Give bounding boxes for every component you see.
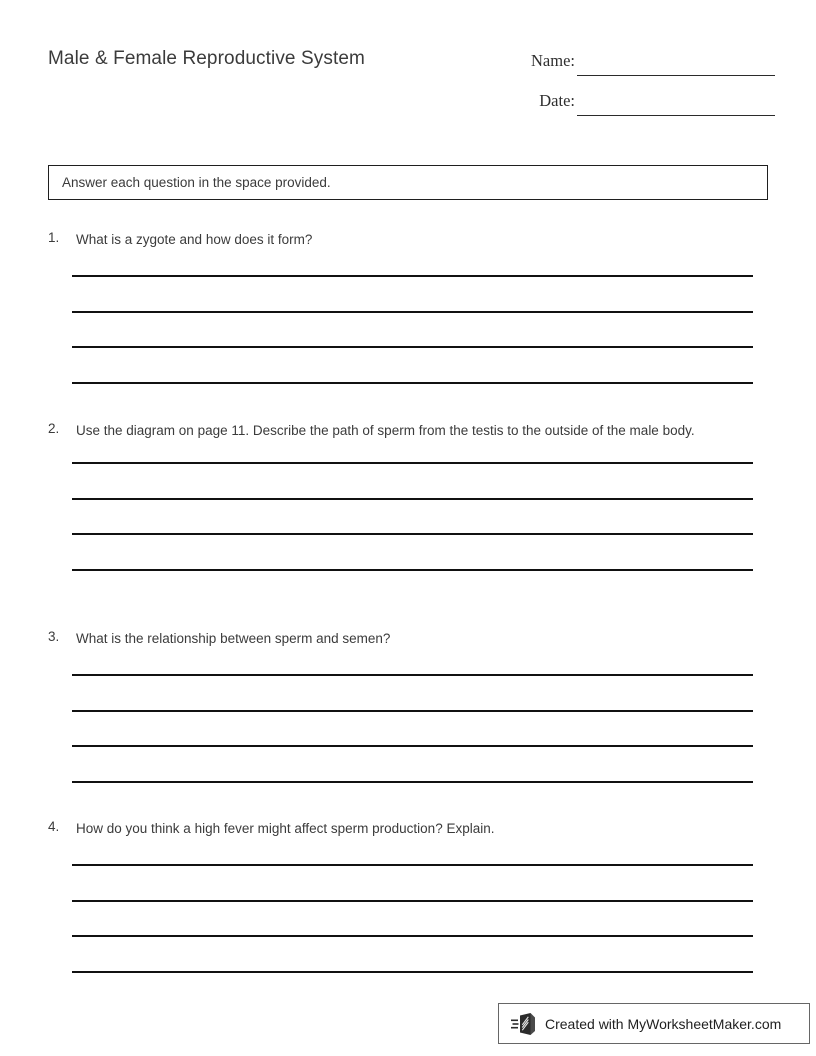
name-date-block [505, 47, 775, 127]
question-2-number: 2. [48, 421, 60, 436]
directions-text: Answer each question in the space provided. [62, 175, 331, 190]
question-1-answer-area[interactable] [72, 275, 768, 384]
question-3-text: What is the relationship between sperm and semen? [76, 631, 391, 646]
directions-box [48, 165, 768, 200]
answer-line[interactable] [72, 781, 753, 783]
question-4-text: How do you think a high fever might affect sperm production? Explain. [76, 821, 495, 836]
name-input-line[interactable] [577, 75, 775, 76]
answer-line[interactable] [72, 382, 753, 384]
answer-line-gap [72, 676, 768, 710]
answer-line-gap [72, 866, 768, 900]
question-2-header [48, 421, 768, 441]
question-1-text: What is a zygote and how does it form? [76, 232, 313, 247]
question-4 [48, 819, 768, 973]
answer-line-gap [72, 937, 768, 971]
question-2-text: Use the diagram on page 11. Describe the path of sperm from the testis to the outside of the male body. [76, 423, 695, 438]
answer-line-gap [72, 277, 768, 311]
answer-line-gap [72, 747, 768, 781]
answer-line-gap [72, 313, 768, 347]
name-field-row [505, 47, 775, 87]
date-input-line[interactable] [577, 115, 775, 116]
question-2-answer-area[interactable] [72, 462, 768, 571]
answer-line-gap [72, 500, 768, 534]
question-3-header [48, 629, 768, 649]
question-2 [48, 421, 768, 571]
worksheet-maker-logo-icon [511, 1012, 537, 1036]
answer-line-gap [72, 464, 768, 498]
question-4-header [48, 819, 768, 839]
worksheet-maker-badge-text: Created with MyWorksheetMaker.com [545, 1015, 782, 1032]
answer-line[interactable] [72, 971, 753, 973]
question-1-number: 1. [48, 230, 60, 245]
answer-line[interactable] [72, 569, 753, 571]
question-3-answer-area[interactable] [72, 674, 768, 783]
question-3 [48, 629, 768, 783]
question-4-number: 4. [48, 819, 60, 834]
question-4-answer-area[interactable] [72, 864, 768, 973]
answer-line-gap [72, 712, 768, 746]
question-1-header [48, 230, 768, 250]
answer-line-gap [72, 348, 768, 382]
question-3-number: 3. [48, 629, 60, 644]
answer-line-gap [72, 902, 768, 936]
worksheet-maker-badge[interactable] [498, 1003, 810, 1044]
question-1 [48, 230, 768, 384]
page-title: Male & Female Reproductive System [48, 48, 365, 69]
answer-line-gap [72, 535, 768, 569]
date-label: Date: [539, 91, 575, 110]
date-field-row [505, 87, 775, 127]
name-label: Name: [531, 51, 575, 70]
